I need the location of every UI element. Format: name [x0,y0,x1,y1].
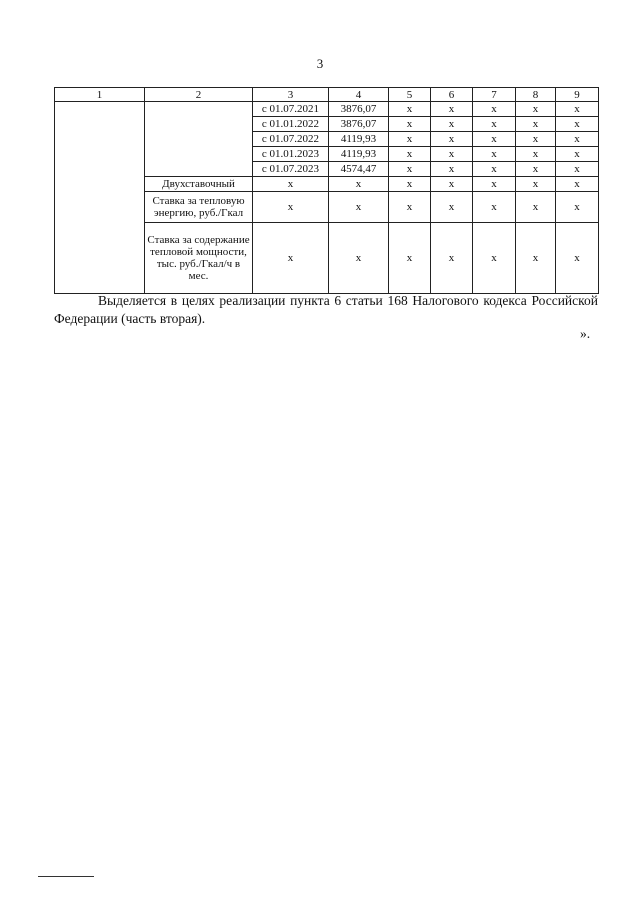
mark-cell: х [556,223,599,294]
mark-cell: х [431,177,473,192]
column-header: 7 [473,88,516,102]
mark-cell: х [556,192,599,223]
value-cell: 4119,93 [329,132,389,147]
value-cell: 4119,93 [329,147,389,162]
tariff-table [54,87,599,294]
period-cell: с 01.01.2022 [253,117,329,132]
mark-cell: х [431,132,473,147]
mark-cell: х [253,177,329,192]
value-cell: 3876,07 [329,117,389,132]
empty-cell [145,102,253,177]
mark-cell: х [431,223,473,294]
mark-cell: х [516,162,556,177]
table-row [55,102,599,117]
mark-cell: х [516,147,556,162]
column-header: 8 [516,88,556,102]
mark-cell: х [556,132,599,147]
column-header: 9 [556,88,599,102]
mark-cell: х [389,223,431,294]
empty-cell [55,102,145,294]
table-header-row [55,88,599,102]
mark-cell: х [473,192,516,223]
column-header: 6 [431,88,473,102]
mark-cell: х [473,147,516,162]
column-header: 3 [253,88,329,102]
value-cell: 4574,47 [329,162,389,177]
page-number: 3 [316,56,324,71]
mark-cell: х [556,102,599,117]
mark-cell: х [389,102,431,117]
mark-cell: х [556,177,599,192]
mark-cell: х [516,192,556,223]
mark-cell: х [389,177,431,192]
mark-cell: х [473,117,516,132]
mark-cell: х [389,147,431,162]
row-label: Ставка за содержание тепловой мощности, тыс. руб./Гкал/ч в мес. [145,223,253,294]
mark-cell: х [431,192,473,223]
mark-cell: х [556,147,599,162]
footnote-text: Выделяется в целях реализации пункта 6 статьи 168 Налогового кодекса Российской Федерации (часть вторая). [54,293,598,326]
mark-cell: х [389,162,431,177]
mark-cell: х [556,162,599,177]
mark-cell: х [389,132,431,147]
row-label: Двухставочный [145,177,253,192]
mark-cell: х [389,117,431,132]
mark-cell: х [516,117,556,132]
mark-cell: х [253,192,329,223]
period-cell: с 01.01.2023 [253,147,329,162]
period-cell: с 01.07.2022 [253,132,329,147]
mark-cell: х [329,192,389,223]
mark-cell: х [329,223,389,294]
row-label: Ставка за тепловую энергию, руб./Гкал [145,192,253,223]
column-header: 2 [145,88,253,102]
mark-cell: х [473,162,516,177]
mark-cell: х [516,177,556,192]
column-header: 4 [329,88,389,102]
mark-cell: х [516,132,556,147]
mark-cell: х [473,177,516,192]
mark-cell: х [431,162,473,177]
mark-cell: х [431,102,473,117]
closing-quote: ». [580,326,591,341]
mark-cell: х [556,117,599,132]
mark-cell: х [431,117,473,132]
footer-divider [38,876,94,877]
value-cell: 3876,07 [329,102,389,117]
mark-cell: х [431,147,473,162]
period-cell: с 01.07.2023 [253,162,329,177]
mark-cell: х [473,132,516,147]
mark-cell: х [253,223,329,294]
mark-cell: х [473,223,516,294]
column-header: 1 [55,88,145,102]
mark-cell: х [473,102,516,117]
mark-cell: х [389,192,431,223]
column-header: 5 [389,88,431,102]
mark-cell: х [516,223,556,294]
period-cell: с 01.07.2021 [253,102,329,117]
mark-cell: х [516,102,556,117]
mark-cell: х [329,177,389,192]
